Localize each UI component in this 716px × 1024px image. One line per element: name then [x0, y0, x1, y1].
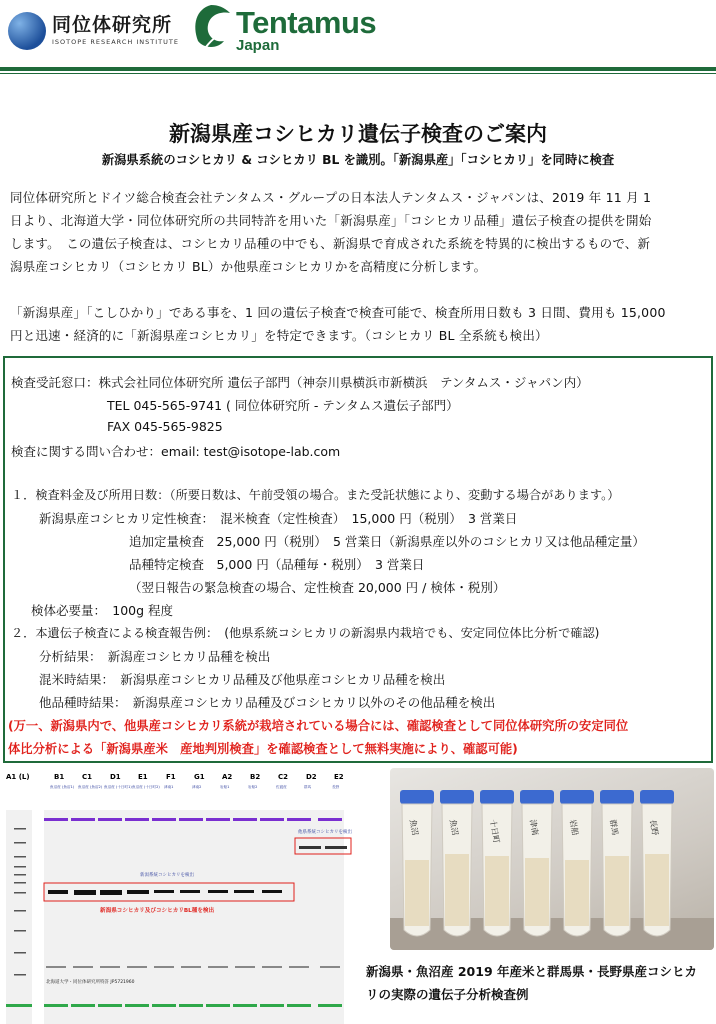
lane-label: E2	[334, 773, 344, 781]
intro-line: 「新潟県産」「こしひかり」である事を、1 回の遺伝子検査で検査可能で、検査所用日数も 3 日間、費用も 15,000	[10, 305, 666, 320]
lane-label: G1	[194, 773, 205, 781]
sample-amount: 検体必要量： 100g 程度	[31, 603, 174, 618]
logo-right-name: Tentamus	[236, 5, 377, 40]
lane-label: B1	[54, 773, 65, 781]
price-line-c: 品種特定検査 5,000 円（品種毎・税別） 3 営業日	[129, 557, 425, 572]
tube-label: 岩船	[568, 818, 580, 837]
intro-line: 潟県産コシヒカリ（コシヒカリ BL）か他県産コシヒカリかを高精度に分析します。	[10, 259, 487, 274]
lane-sublabel: 魚沼産 (魚沼2)	[78, 785, 103, 789]
header-divider-thin	[0, 73, 716, 74]
gel-patent-label: 北海道大学・同位体研究所特許 JP5721960	[46, 980, 135, 985]
globe-icon	[8, 12, 46, 50]
tube-label: 魚沼	[448, 818, 460, 837]
intro-line: 同位体研究所とドイツ総合検査会社テンタムス・グループの日本法人テンタムス・ジャパンは、2019 年 11 月 1	[10, 190, 652, 205]
lane-label: C1	[82, 773, 93, 781]
lane-sublabel: 津南2	[192, 785, 202, 789]
notice-line-1: (万一、新潟県内で、他県産コシヒカリ系統が栽培されている場合には、確認検査として同位体研究所の安定同位	[8, 719, 629, 733]
lane-label: B2	[250, 773, 261, 781]
rice-sample-photo	[390, 768, 714, 950]
sample-tubes-image	[390, 768, 714, 950]
intro-paragraph-2	[10, 301, 710, 347]
tube-label: 津南	[528, 818, 540, 837]
isotope-institute-logo	[8, 8, 193, 56]
gel-label-red: 新潟県コシヒカリ及びコシヒカリBL種を検出	[100, 908, 215, 914]
report-line-c: 他品種時結果： 新潟県産コシヒカリ品種及びコシヒカリ以外のその他品種を検出	[39, 695, 496, 710]
gel-electrophoresis-image	[0, 770, 356, 1024]
tube-label: 十日町	[488, 818, 502, 844]
gel-label-other: 他県系統コシヒカリを検出	[298, 830, 352, 835]
price-line-d: （翌日報告の緊急検査の場合、定性検査 20,000 円 / 検体・税別）	[129, 580, 506, 595]
intro-paragraph	[10, 186, 710, 278]
contact-line: 検査受託窓口：株式会社同位体研究所 遺伝子部門（神奈川県横浜市新横浜 テンタムス・ジャパン内）	[11, 375, 589, 390]
tube-label: 魚沼	[408, 818, 420, 837]
lane-label: C2	[278, 773, 289, 781]
email-line: 検査に関する問い合わせ：email: test@isotope-lab.com	[11, 444, 341, 459]
tube-label: 長野	[648, 818, 660, 837]
gel-label-niigata: 新潟系統コシヒカリを検出	[140, 873, 194, 878]
leaf-icon	[190, 3, 232, 51]
notice-line-2: 体比分析による「新潟県産米 産地判別検査」を確認検査として無料実施により、確認可能)	[8, 742, 518, 756]
lane-label: D2	[306, 773, 317, 781]
price-line-b: 追加定量検査 25,000 円（税別） 5 営業日（新潟県産以外のコシヒカリ又は他品種定量）	[129, 534, 645, 549]
lane-sublabel: 魚沼産 (十日町1)	[104, 785, 132, 789]
lane-sublabel: 魚沼産 (十日町2)	[132, 785, 160, 789]
logo-left-jp: 同位体研究所	[52, 14, 173, 36]
caption-line: 新潟県・魚沼産 2019 年産米と群馬県・長野県産コシヒカ	[366, 964, 697, 979]
lane-sublabel: 長野	[332, 785, 340, 789]
tentamus-logo	[190, 3, 390, 59]
caption-line: リの実際の遺伝子分析検査例	[366, 987, 529, 1002]
report-line-a: 分析結果： 新潟産コシヒカリ品種を検出	[39, 649, 271, 664]
intro-line: します。 この遺伝子検査は、コシヒカリ品種の中でも、新潟県で育成された系統を特異的に検出するもので、新	[10, 236, 651, 251]
logo-right-sub: Japan	[236, 37, 280, 54]
intro-line: 円と迅速・経済的に「新潟県産コシヒカリ」を特定できます。（コシヒカリ BL 全系統も検出）	[10, 328, 548, 343]
info-box	[3, 356, 713, 763]
intro-line: 日より、北海道大学・同位体研究所の共同特許を用いた「新潟県産」「コシヒカリ品種」遺伝子検査の提供を開始	[10, 213, 652, 228]
photo-caption	[366, 960, 716, 1006]
header-divider	[0, 67, 716, 71]
lane-sublabel: 津南1	[164, 785, 174, 789]
lane-label: F1	[166, 773, 176, 781]
page-title: 新潟県産コシヒカリ遺伝子検査のご案内	[169, 122, 547, 146]
page-subtitle: 新潟県系統のコシヒカリ & コシヒカリ BL を識別。「新潟県産」「コシヒカリ」を同時に検査	[101, 153, 615, 167]
lane-label: E1	[138, 773, 148, 781]
tel-line: TEL 045-565-9741 ( 同位体研究所 - テンタムス遺伝子部門）	[107, 398, 459, 413]
lane-label: D1	[110, 773, 121, 781]
lane-sublabel: 魚沼産 (魚沼1)	[50, 785, 75, 789]
lane-label: A1 (L)	[6, 773, 30, 781]
lane-sublabel: 岩船2	[248, 785, 258, 789]
logo-left-en: ISOTOPE RESEARCH INSTITUTE	[52, 38, 179, 46]
section-2-title: ２．本遺伝子検査による検査報告例： (他県系統コシヒカリの新潟県内栽培でも、安定同位体比分析で確認)	[11, 626, 600, 640]
tube-label: 群馬	[608, 818, 620, 837]
report-line-b: 混米時結果： 新潟県産コシヒカリ品種及び他県産コシヒカリ品種を検出	[39, 672, 446, 687]
lane-sublabel: 岩船1	[220, 785, 230, 789]
price-line-a: 新潟県産コシヒカリ定性検査： 混米検査（定性検査） 15,000 円（税別） 3 営業日	[39, 511, 518, 526]
lane-sublabel: 群馬	[304, 785, 312, 789]
lane-sublabel: 佐渡産	[276, 785, 287, 789]
fax-line: FAX 045-565-9825	[107, 419, 223, 434]
section-1-title: １．検査料金及び所用日数：（所要日数は、午前受領の場合。また受託状態により、変動する場合があります。）	[11, 488, 620, 502]
lane-label: A2	[222, 773, 233, 781]
